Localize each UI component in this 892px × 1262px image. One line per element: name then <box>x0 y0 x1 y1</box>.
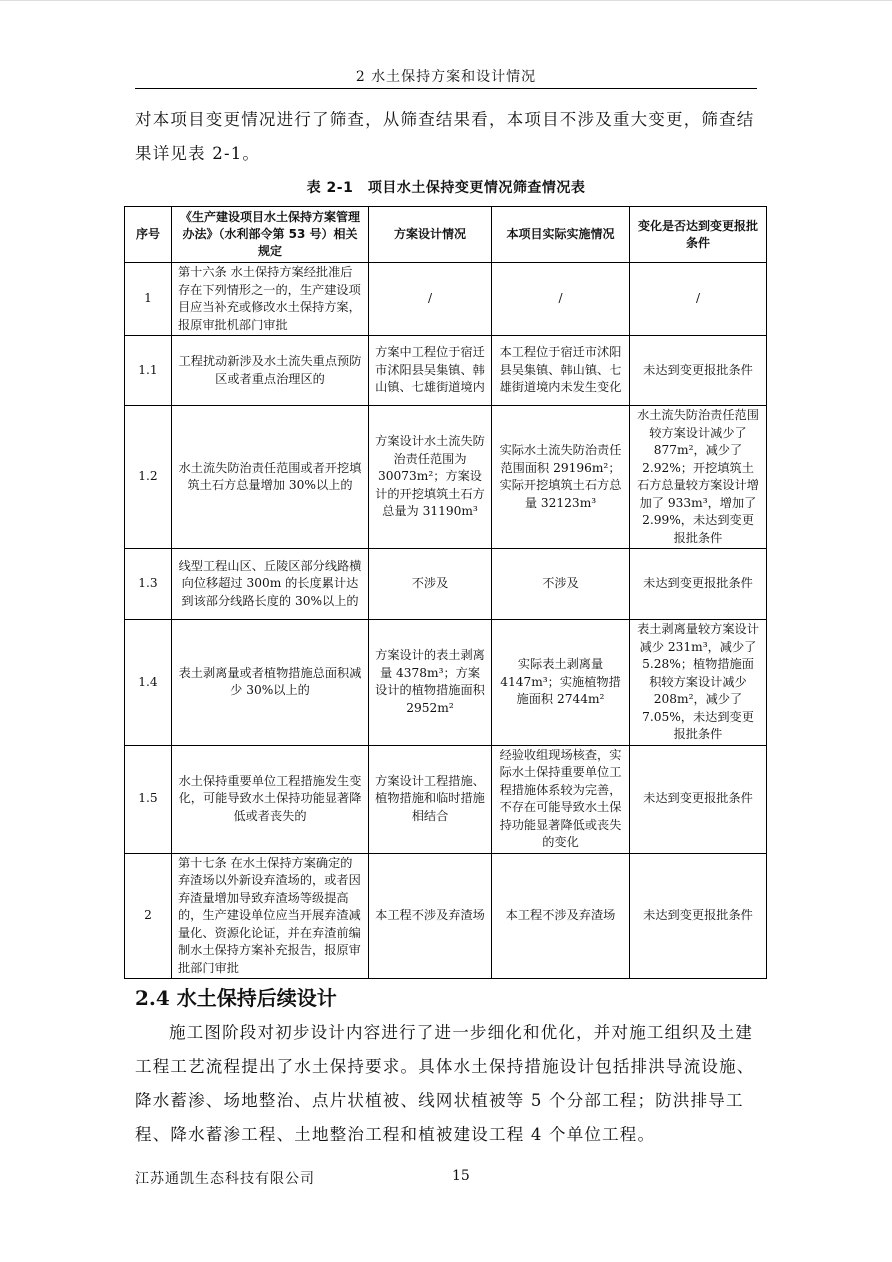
row-no: 2 <box>125 853 172 979</box>
table-row <box>125 336 767 406</box>
row-no: 1.4 <box>125 620 172 746</box>
page-number: 15 <box>452 1168 470 1184</box>
row-actual: / <box>492 263 630 336</box>
row-rule: 线型工程山区、丘陵区部分线路横向位移超过 300m 的长度累计达到该部分线路长度的 30%以上的 <box>172 549 369 620</box>
row-actual: 实际表土剥离量 4147m³；实施植物措施面积 2744m² <box>492 620 630 746</box>
table-row <box>125 263 767 336</box>
table-row <box>125 745 767 853</box>
table-row <box>125 853 767 979</box>
row-plan: 本工程不涉及弃渣场 <box>369 853 492 979</box>
row-result: 水土流失防治责任范围较方案设计减少了 877m²，减少了 2.92%；开挖填筑土石方总量较方案设计增加了 933m³，增加了 2.99%，未达到变更报批条件 <box>630 406 767 549</box>
row-plan: 方案中工程位于宿迁市沭阳县吴集镇、韩山镇、七雄街道境内 <box>369 336 492 406</box>
row-plan: 方案设计的表土剥离量 4378m³；方案设计的植物措施面积 2952m² <box>369 620 492 746</box>
header-result: 变化是否达到变更报批条件 <box>630 207 767 263</box>
row-no: 1.3 <box>125 549 172 620</box>
section-body: 施工图阶段对初步设计内容进行了进一步细化和优化，并对施工组织及土建工程工艺流程提出了水土保持要求。具体水土保持措施设计包括排洪导流设施、降水蓄渗、场地整治、点片状植被、线网状植被等 5 个分部工程；防洪排导工程、降水蓄渗工程、土地整治工程和植被建设工程 4 个单位工程。 <box>135 1023 755 1144</box>
row-actual: 实际水土流失防治责任范围面积 29196m²；实际开挖填筑土石方总量 32123m³ <box>492 406 630 549</box>
row-no: 1.5 <box>125 745 172 853</box>
row-no: 1.1 <box>125 336 172 406</box>
header-plan: 方案设计情况 <box>369 207 492 263</box>
row-rule: 水土保持重要单位工程措施发生变化，可能导致水土保持功能显著降低或者丧失的 <box>172 745 369 853</box>
row-plan: 方案设计工程措施、植物措施和临时措施相结合 <box>369 745 492 853</box>
header-no: 序号 <box>125 207 172 263</box>
table-caption: 表 2-1 项目水土保持变更情况筛查情况表 <box>306 180 586 196</box>
section-heading: 2.4 水土保持后续设计 <box>135 986 337 1010</box>
intro-paragraph: 对本项目变更情况进行了筛查，从筛查结果看，本项目不涉及重大变更，筛查结果详见表 2-1。 <box>135 110 755 163</box>
row-no: 1 <box>125 263 172 336</box>
footer-company: 江苏通凯生态科技有限公司 <box>135 1171 315 1187</box>
row-no: 1.2 <box>125 406 172 549</box>
row-actual: 本工程位于宿迁市沭阳县吴集镇、韩山镇、七雄街道境内未发生变化 <box>492 336 630 406</box>
header-actual: 本项目实际实施情况 <box>492 207 630 263</box>
table-row <box>125 549 767 620</box>
header-rule: 《生产建设项目水土保持方案管理办法》（水利部令第 53 号）相关规定 <box>172 207 369 263</box>
table-row <box>125 620 767 746</box>
row-actual: 不涉及 <box>492 549 630 620</box>
row-result: 未达到变更报批条件 <box>630 549 767 620</box>
row-rule: 第十七条 在水土保持方案确定的弃渣场以外新设弃渣场的，或者因弃渣量增加导致弃渣场等级提高的，生产建设单位应当开展弃渣减量化、资源化论证，并在弃渣前编制水土保持方案补充报告，报原审批部门审批 <box>172 853 369 979</box>
table-header-row <box>125 207 767 263</box>
row-result: 未达到变更报批条件 <box>630 853 767 979</box>
row-rule: 第十六条 水土保持方案经批准后存在下列情形之一的，生产建设项目应当补充或修改水土保持方案，报原审批机部门审批 <box>172 263 369 336</box>
row-actual: 经验收组现场核查，实际水土保持重要单位工程措施体系较为完善，不存在可能导致水土保持功能显著降低或丧失的变化 <box>492 745 630 853</box>
row-result: 表土剥离量较方案设计减少 231m³，减少了 5.28%；植物措施面积较方案设计减少 208m²，减少了 7.05%，未达到变更报批条件 <box>630 620 767 746</box>
row-result: 未达到变更报批条件 <box>630 336 767 406</box>
change-screening-table <box>124 206 767 979</box>
row-rule: 水土流失防治责任范围或者开挖填筑土石方总量增加 30%以上的 <box>172 406 369 549</box>
table-row <box>125 406 767 549</box>
row-plan: 方案设计水土流失防治责任范围为 30073m²；方案设计的开挖填筑土石方总量为 31190m³ <box>369 406 492 549</box>
row-actual: 本工程不涉及弃渣场 <box>492 853 630 979</box>
header-divider <box>135 88 757 89</box>
row-plan: / <box>369 263 492 336</box>
row-result: 未达到变更报批条件 <box>630 745 767 853</box>
row-rule: 工程扰动新涉及水土流失重点预防区或者重点治理区的 <box>172 336 369 406</box>
page-header: 2 水土保持方案和设计情况 <box>355 69 537 85</box>
row-rule: 表土剥离量或者植物措施总面积减少 30%以上的 <box>172 620 369 746</box>
row-plan: 不涉及 <box>369 549 492 620</box>
row-result: / <box>630 263 767 336</box>
top-border <box>0 0 892 1</box>
